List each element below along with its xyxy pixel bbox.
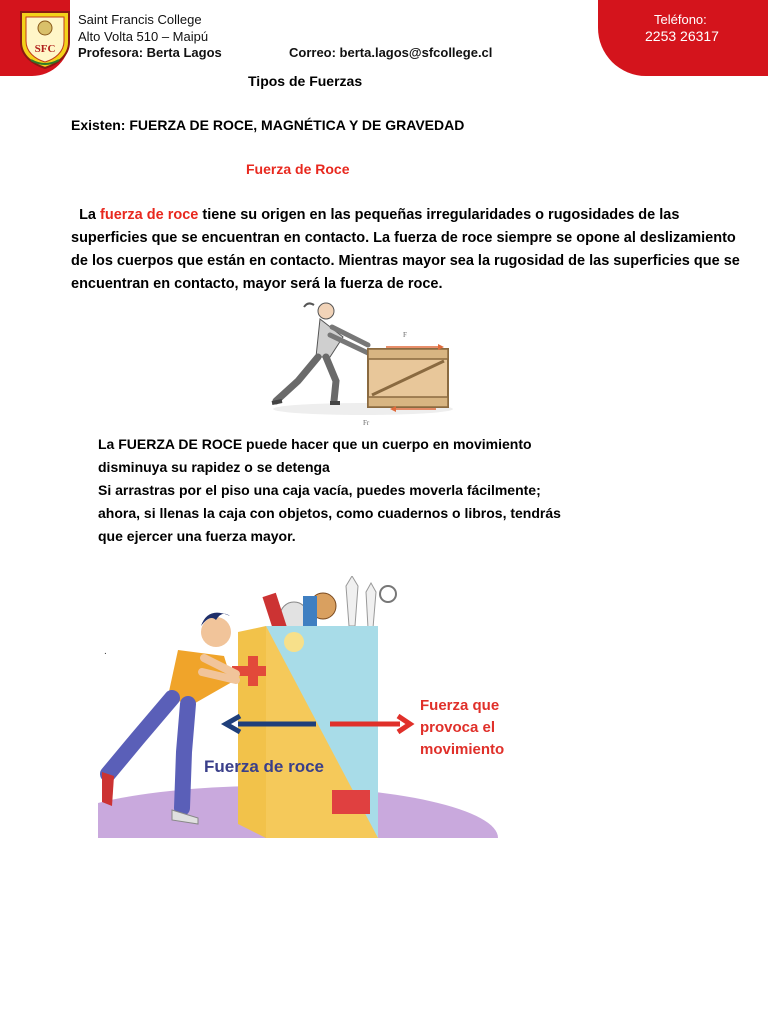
paragraph-line: disminuya su rapidez o se detenga [98,459,330,475]
motion-arrow-label-line: provoca el [420,719,496,736]
motion-arrow-label-line: Fuerza que [420,697,500,714]
document-title: Tipos de Fuerzas [248,73,363,89]
school-name: Saint Francis College [78,12,202,27]
teacher-email[interactable]: Correo: berta.lagos@sfcollege.cl [289,45,493,60]
paragraph-line: ahora, si llenas la caja con objetos, como cuadernos o libros, tendrás [98,505,561,521]
paragraph-line: Si arrastras por el piso una caja vacía, puedes moverla fácilmente; [98,482,541,498]
figure-girl-pushing-crate [268,297,464,429]
teacher-name: Profesora: Berta Lagos [78,45,222,60]
motion-arrow-label-line: movimiento [420,741,505,758]
paragraph-rest: tiene su origen en las pequeñas irregularidades o rugosidades de las superficies que se encuentran en contacto. La fuerza de roce siempre se opone al deslizamiento de los cuerpos que están en contacto. Mientras mayor sea la rugosidad de las superficies que se encuentran en contacto, mayor será la fuerza de roce. [71,207,740,292]
paragraph-friction-definition [71,204,751,296]
force-label: F [403,331,407,339]
paragraph-line: La FUERZA DE ROCE puede hacer que un cuerpo en movimiento [98,436,532,452]
stray-mark: . [104,646,107,657]
intro-line: Existen: FUERZA DE ROCE, MAGNÉTICA Y DE GRAVEDAD [71,117,465,133]
friction-arrow-label: Fuerza de roce [204,757,324,776]
school-address: Alto Volta 510 – Maipú [78,29,209,44]
phone-label: Teléfono: [654,12,707,27]
paragraph-highlight: fuerza de roce [100,207,199,223]
friction-force-label: Fr [363,419,370,427]
paragraph-friction-effects [98,433,658,548]
figure-boy-pushing-box [98,576,518,838]
phone-number: 2253 26317 [645,28,719,44]
section-heading: Fuerza de Roce [246,161,350,177]
paragraph-line: que ejercer una fuerza mayor. [98,528,296,544]
school-logo [17,8,73,70]
paragraph-prefix: La [79,207,101,223]
logo-text: SFC [34,43,56,55]
